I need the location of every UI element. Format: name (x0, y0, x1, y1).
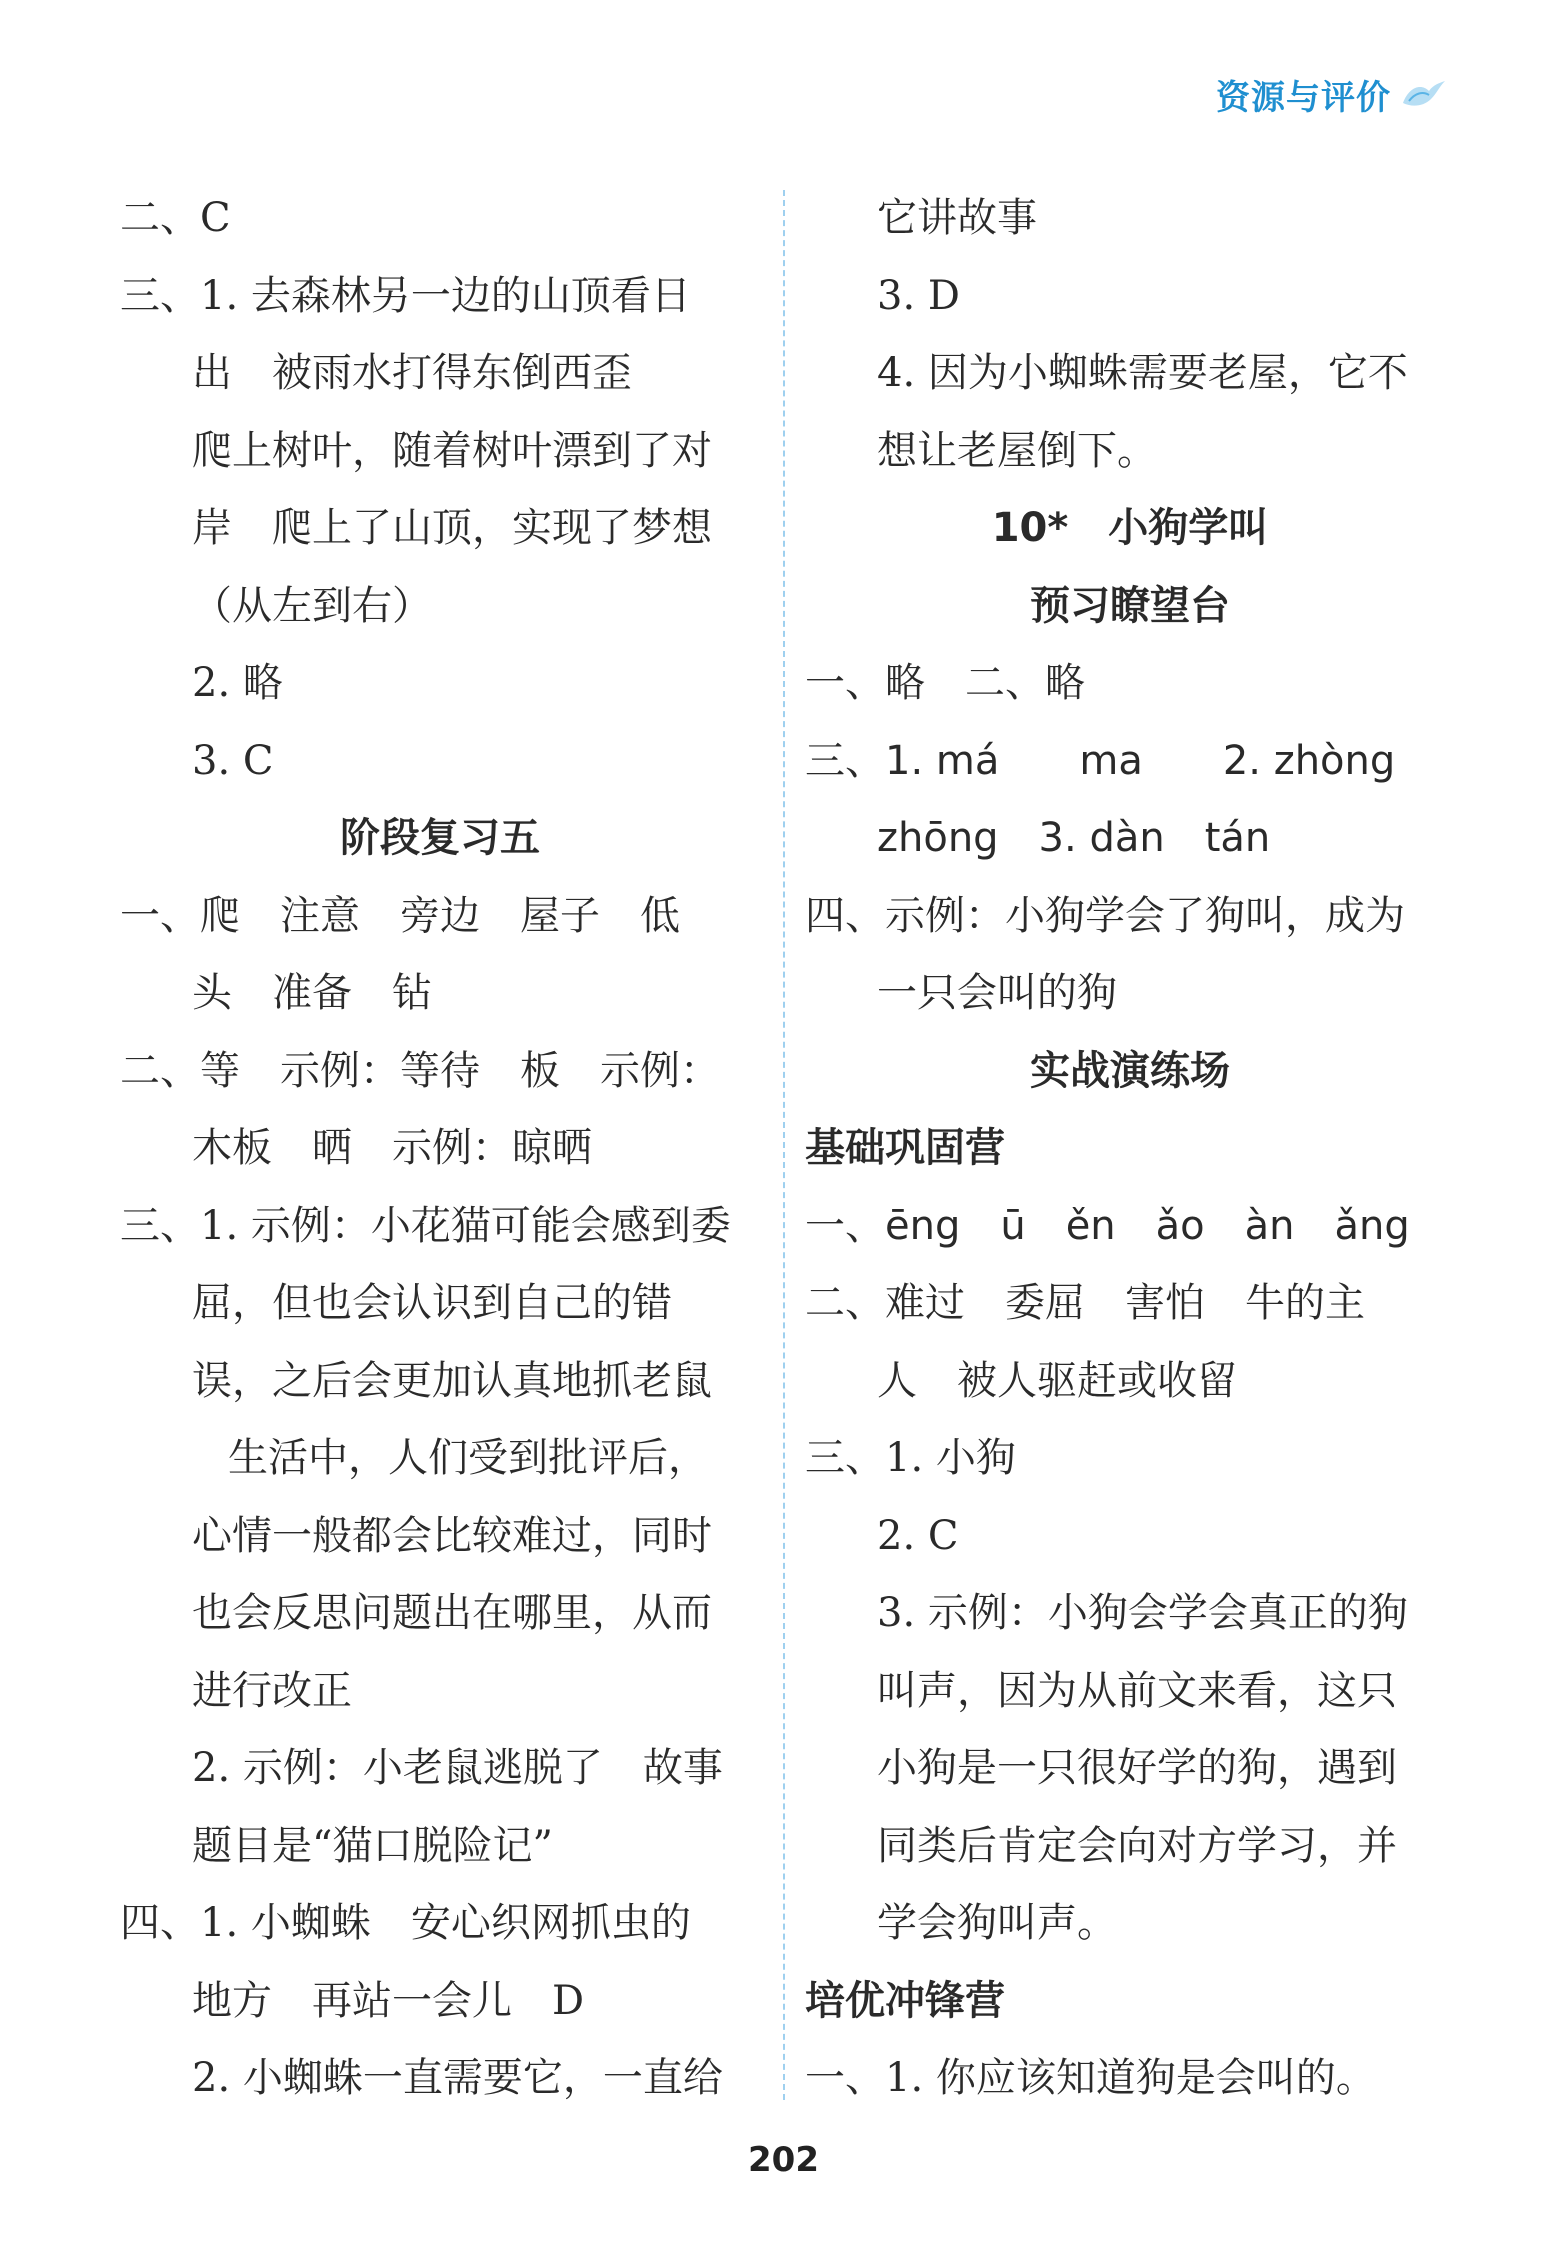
left-column (120, 180, 760, 2118)
answer-line: 学会狗叫声。 (877, 1900, 1117, 1946)
answer-line: 三、1. 去森林另一边的山顶看日 (120, 272, 691, 319)
answer-line: 4. 因为小蜘蛛需要老屋，它不 (877, 350, 1408, 396)
answer-line: 木板 晒 示例：晾晒 (192, 1125, 592, 1171)
answer-line: 三、1. 小狗 (805, 1435, 1016, 1481)
answer-line: 地方 再站一会儿 D (192, 1977, 585, 2024)
answer-line: 2. 小蜘蛛一直需要它，一直给 (192, 2055, 723, 2101)
page-header (1216, 70, 1447, 119)
answer-line: 想让老屋倒下。 (877, 427, 1157, 474)
answer-line: 3. 示例：小狗会学会真正的狗 (877, 1590, 1408, 1636)
answer-line: 3. C (192, 737, 274, 784)
answer-line: 误，之后会更加认真地抓老鼠 (192, 1357, 712, 1404)
answer-line: （从左到右） (192, 582, 432, 629)
answer-line: 四、示例：小狗学会了狗叫，成为 (805, 892, 1405, 939)
answer-line: 二、等 示例：等待 板 示例： (120, 1047, 720, 1094)
answer-line: 题目是“猫口脱险记” (192, 1822, 553, 1869)
answer-line: 二、难过 委屈 害怕 牛的主 (805, 1280, 1365, 1326)
answer-line: 人 被人驱赶或收留 (877, 1357, 1237, 1404)
answer-line: 三、1. má ma 2. zhòng (805, 737, 1396, 784)
answer-line: 头 准备 钻 (192, 970, 432, 1016)
answer-line: 2. 略 (192, 660, 283, 706)
answer-line: 叫声，因为从前文来看，这只 (877, 1667, 1397, 1714)
answer-line: 二、C (120, 195, 231, 241)
answer-line: 屈，但也会认识到自己的错 (192, 1280, 672, 1326)
answer-line: 进行改正 (192, 1667, 352, 1714)
answer-line: 它讲故事 (877, 195, 1037, 241)
answer-line: 一、略 二、略 (805, 660, 1085, 706)
lesson-title: 10* 小狗学叫 (991, 505, 1269, 551)
subsection-title: 培优冲锋营 (805, 1977, 1005, 2024)
answer-line: 一、1. 你应该知道狗是会叫的。 (805, 2055, 1376, 2101)
answer-line: zhōng 3. dàn tán (877, 815, 1271, 861)
answer-line: 2. C (877, 1512, 959, 1559)
bird-logo-icon (1399, 77, 1447, 113)
answer-line: 心情一般都会比较难过，同时 (192, 1512, 712, 1559)
answer-line: 出 被雨水打得东倒西歪 (192, 350, 632, 396)
answer-line: 三、1. 示例：小花猫可能会感到委 (120, 1202, 731, 1249)
answer-line: 一、ēng ū ěn ǎo àn ǎng (805, 1202, 1410, 1249)
section-title: 阶段复习五 (340, 815, 540, 861)
answer-line: 岸 爬上了山顶，实现了梦想 (192, 505, 712, 551)
section-title: 预习瞭望台 (1030, 582, 1230, 629)
answer-line: 同类后肯定会向对方学习，并 (877, 1822, 1397, 1869)
answer-line: 爬上树叶，随着树叶漂到了对 (192, 427, 712, 474)
header-title: 资源与评价 (1216, 78, 1391, 118)
answer-line: 四、1. 小蜘蛛 安心织网抓虫的 (120, 1900, 691, 1946)
right-column (805, 180, 1455, 2118)
subsection-title: 基础巩固营 (805, 1125, 1005, 1171)
answer-line: 生活中，人们受到批评后， (228, 1435, 708, 1481)
page-number: 202 (748, 2140, 819, 2180)
answer-line: 小狗是一只很好学的狗，遇到 (877, 1745, 1397, 1791)
answer-line: 一只会叫的狗 (877, 970, 1117, 1016)
answer-line: 一、爬 注意 旁边 屋子 低 (120, 892, 680, 939)
answer-line: 2. 示例：小老鼠逃脱了 故事 (192, 1745, 723, 1791)
section-title: 实战演练场 (1030, 1047, 1230, 1094)
answer-line: 3. D (877, 272, 960, 319)
column-divider (783, 190, 785, 2100)
answer-line: 也会反思问题出在哪里，从而 (192, 1590, 712, 1636)
